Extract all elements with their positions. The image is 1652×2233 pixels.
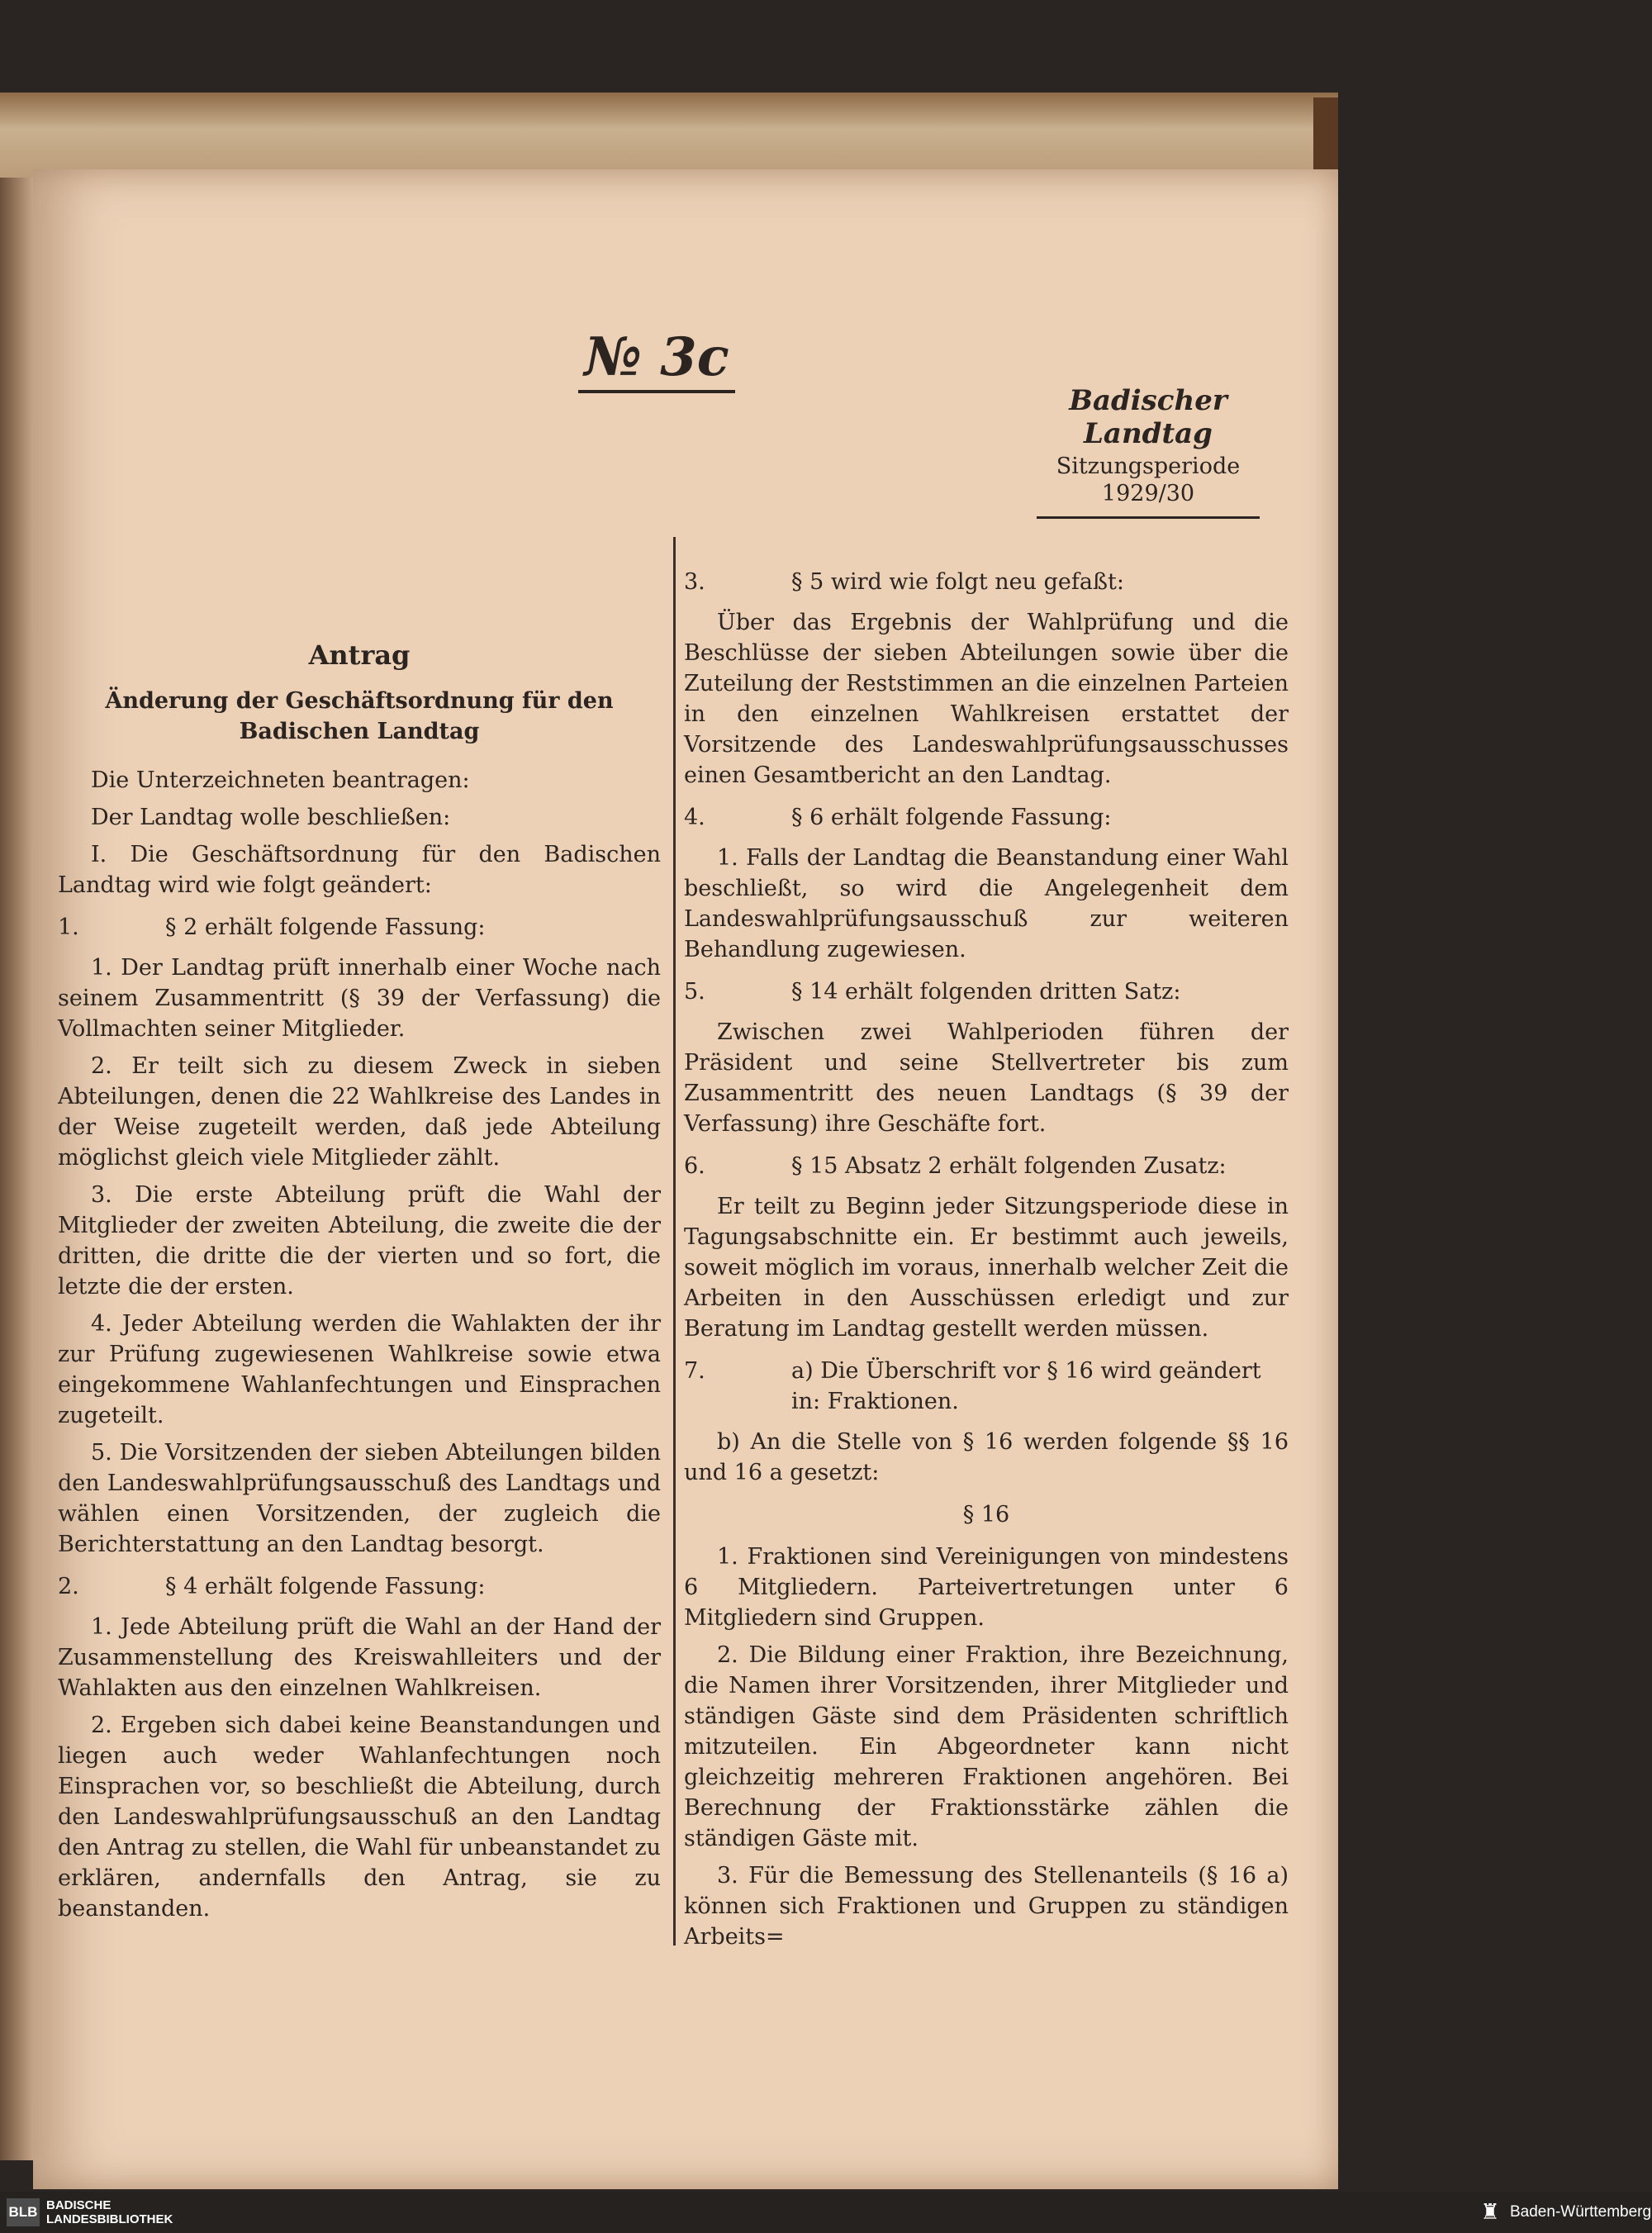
amendment-item [684,567,1289,597]
paragraph: 1. Der Landtag prüft innerhalb einer Woche nach seinem Zusammentritt (§ 39 der Verfassung) die Vollmachten seiner Mitglieder. [58,955,661,1042]
amendment-item [58,1571,661,1602]
right-column [684,555,1289,1959]
amendment-item [684,802,1289,833]
amendment-item [684,976,1289,1007]
blb-logo: BLB [7,2198,40,2226]
paragraph: Der Landtag wolle beschließen: [91,805,451,830]
paragraph: b) An die Stelle von § 16 werden folgende §§ 16 und 16 a gesetzt: [684,1429,1289,1485]
item-number: 4. [684,805,705,830]
paragraph: 3. Für die Bemessung des Stellenanteils (§ 16 a) können sich Fraktionen und Gruppen zu ständigen Arbeits= [684,1863,1289,1950]
amendment-item [684,1356,1289,1417]
item-heading: § 14 erhält folgenden dritten Satz: [791,979,1181,1005]
amendment-item [58,912,661,943]
item-heading: § 4 erhält folgende Fassung: [165,1574,486,1599]
item-heading: § 15 Absatz 2 erhält folgenden Zusatz: [791,1153,1227,1179]
item-heading: a) Die Überschrift vor § 16 wird geändert in: Fraktionen. [791,1358,1261,1414]
landtag-title: Badischer Landtag [1069,384,1227,450]
landtag-header [1024,384,1272,519]
doc-title: Antrag [308,639,411,671]
paragraph: 1. Fraktionen sind Vereinigungen von mindestens 6 Mitgliedern. Parteivertretungen unter 6 Mitgliedern sind Gruppen. [684,1544,1289,1631]
item-number: 1. [58,915,79,940]
paragraph: Die Unterzeichneten beantragen: [91,767,470,793]
left-page-edge [0,178,35,2160]
paragraph: 2. Er teilt sich zu diesem Zweck in sieben Abteilungen, denen die 22 Wahlkreise des Landes in der Weise zugeteilt werden, daß jede Abteilung möglichst gleich viele Mitglieder zählt. [58,1053,661,1171]
item-number: 5. [684,979,705,1005]
column-divider [673,537,676,1946]
item-heading: § 2 erhält folgende Fassung: [165,915,486,940]
item-number: 3. [684,569,705,595]
library-name [46,2198,173,2226]
paragraph: 2. Ergeben sich dabei keine Beanstandungen und liegen auch weder Wahlanfechtungen noch Einsprachen vor, so beschließt die Abteilung, durch den Landeswahlprüfungsausschuß an den Landtag den Antrag zu stellen, die Wahl für unbeanstandet zu erklären, andernfalls den Antrag, sie zu beanstanden. [58,1713,662,1922]
paragraph: 4. Jeder Abteilung werden die Wahlakten der ihr zur Prüfung zugewiesenen Wahlkreise sowie etwa eingekommene Wahlanfechtungen und Einsprachen zugeteilt. [58,1311,661,1428]
paragraph: Er teilt zu Beginn jeder Sitzungsperiode diese in Tagungsabschnitte ein. Er bestimmt auch jeweils, soweit möglich im voraus, innerhalb welcher Zeit die Arbeiten in den Ausschüssen erledigt und zur Beratung im Landtag gestellt werden müssen. [684,1194,1289,1342]
item-heading: § 6 erhält folgende Fassung: [791,805,1112,830]
footer-bar [0,2192,1652,2233]
library-name-line1: BADISCHE [46,2198,112,2212]
item-number: 6. [684,1153,705,1179]
paragraph: I. Die Geschäftsordnung für den Badischen Landtag wird wie folgt geändert: [58,842,661,898]
session-label: Sitzungsperiode [1056,454,1241,479]
paragraph: 1. Jede Abteilung prüft die Wahl an der Hand der Zusammenstellung des Kreiswahlleiters und der Wahlakten aus den einzelnen Wahlkreisen. [58,1614,661,1701]
item-number: 2. [58,1574,79,1599]
paragraph: 5. Die Vorsitzenden der sieben Abteilungen bilden den Landeswahlprüfungsausschuß des Landtags und wählen einen Vorsitzenden, der zugleich die Berichterstattung an den Landtag besorgt. [58,1440,661,1557]
left-column [58,640,661,1931]
header-rule [1037,516,1260,519]
doc-subtitle: Änderung der Geschäftsordnung für den Badischen Landtag [105,688,614,744]
paragraph: 3. Die erste Abteilung prüft die Wahl der Mitglieder der zweiten Abteilung, die zweite die der dritten, die dritte die der vierten und so fort, die letzte die der ersten. [58,1182,661,1299]
item-heading: § 5 wird wie folgt neu gefaßt: [791,569,1124,595]
amendment-item [684,1151,1289,1181]
session-years: 1929/30 [1101,481,1195,506]
library-name-line2: LANDESBIBLIOTHEK [46,2212,173,2226]
paragraph: Zwischen zwei Wahlperioden führen der Präsident und seine Stellvertreter bis zum Zusammentritt des neuen Landtags (§ 39 der Verfassung) ihre Geschäfte fort. [684,1019,1289,1137]
state-crest-icon: ♜ [1480,2200,1500,2225]
item-number: 7. [684,1358,705,1384]
paragraph: 1. Falls der Landtag die Beanstandung einer Wahl beschließt, so wird die Angelegenheit dem Landeswahlprüfungsausschuß zur weiteren Behandlung zugewiesen. [684,845,1289,962]
section-heading: § 16 [962,1502,1010,1527]
document-number: № 3c [578,326,735,393]
paragraph: 2. Die Bildung einer Fraktion, ihre Bezeichnung, die Namen ihrer Vorsitzenden, ihrer Mitglieder und ständigen Gäste sind dem Präsidenten schriftlich mitzuteilen. Ein Abgeordneter kann nicht gleichzeitig mehreren Fraktionen angehören. Bei Berechnung der Fraktionsstärke zählen die ständigen Gäste mit. [684,1642,1289,1851]
state-name: Baden-Württemberg [1510,2203,1652,2221]
paragraph: Über das Ergebnis der Wahlprüfung und die Beschlüsse der sieben Abteilungen sowie über die Zuteilung der Reststimmen an die einzelnen Parteien in den einzelnen Wahlkreisen erstattet der Vorsitzende des Landeswahlprüfungsausschusses einen Gesamtbericht an den Landtag. [684,610,1289,788]
